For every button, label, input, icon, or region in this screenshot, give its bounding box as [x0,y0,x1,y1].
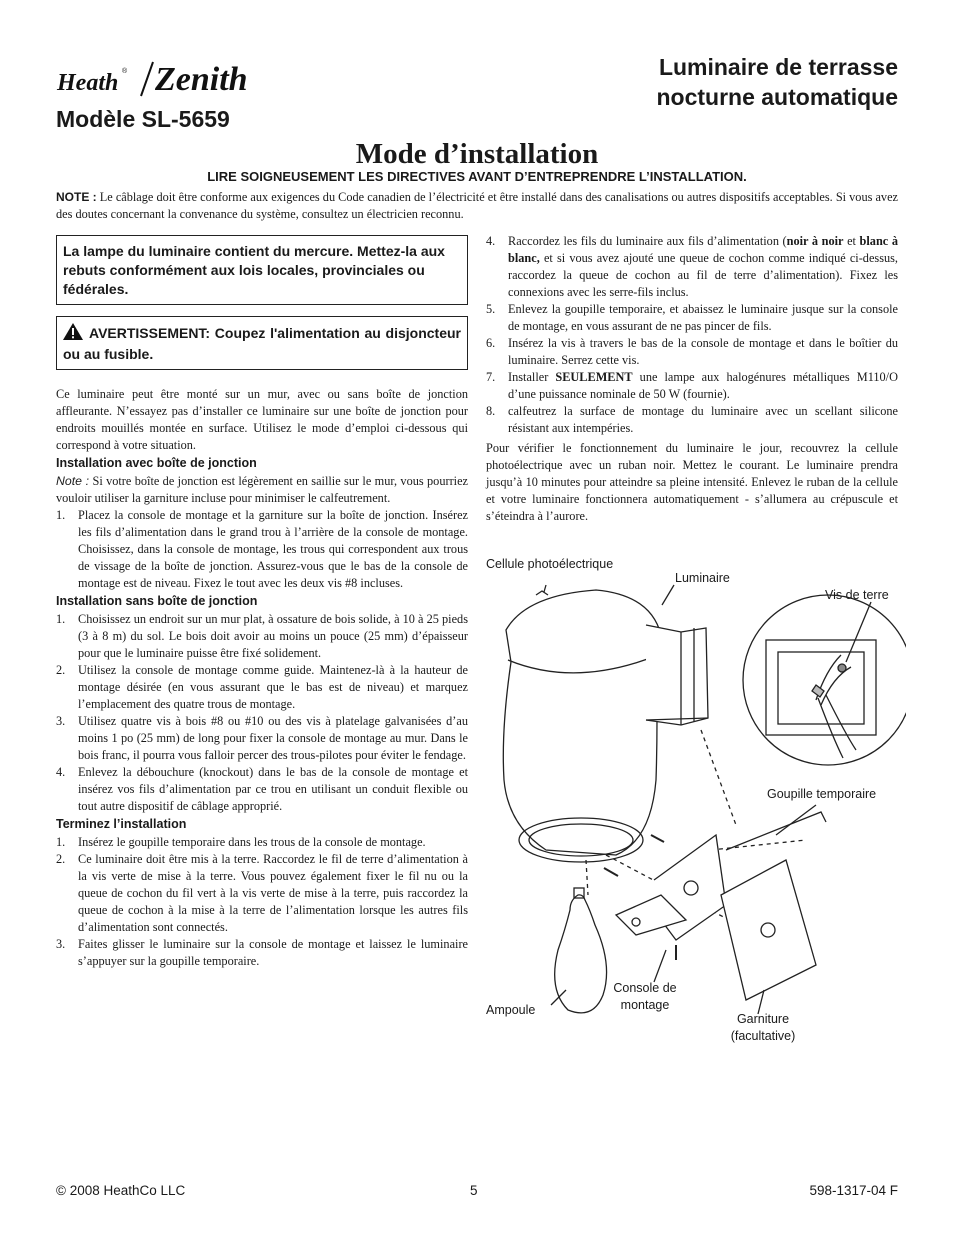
left-column [56,386,468,970]
step-number: 4. [56,765,66,779]
step-text: Insérez la vis à travers le bas de la console de montage et dans le boîtier du luminaire. Serrez cette vis. [508,336,898,367]
connection-steps [486,233,898,437]
brand-name-left: Heath [57,70,119,96]
step-number: 3. [56,714,66,728]
list-item [56,611,468,662]
step-text: une lampe aux halogénures métalliques M110/O d’une puissance nominale de 50 W (fournie). [508,370,898,401]
read-instructions-line: LIRE SOIGNEUSEMENT LES DIRECTIVES AVANT D’ENTREPRENDRE L’INSTALLATION. [207,169,747,184]
label-mounting-bracket-line2: montage [620,998,670,1012]
step-text: Raccordez les fils du luminaire aux fils d’alimentation ( [508,234,787,248]
warning-text: AVERTISSEMENT: Coupez l'alimentation au disjoncteur ou au fusible. [63,325,461,362]
step-text: Choisissez un endroit sur un mur plat, à ossature de bois solide, à 10 à 25 pieds (3 à 8 m) du sol. Le bois doit avoir au moins un pouce (25 mm) d’épaisseur pour que le luminaire puisse être fixé solidement. [78,612,468,660]
warning-notice [56,316,468,370]
section1-note [56,473,468,507]
product-title-line2: nocturne automatique [656,84,898,110]
label-bulb: Ampoule [486,1003,536,1017]
step-number: 1. [56,612,66,626]
installation-diagram [486,550,906,1050]
list-item [486,233,898,301]
label-trim-line1: Garniture [736,1012,790,1026]
warning-icon [63,323,83,345]
brand-logo [55,56,283,98]
step-number: 1. [56,835,66,849]
code-note-text: Le câblage doit être conforme aux exigences du Code canadien de l’électricité et être installé dans des canalisations ou autres dispositifs acceptables. Si vous avez des doutes concernant la convenance du système, consultez un électricien reconnu. [56,190,898,221]
mercury-notice: La lampe du luminaire contient du mercure. Mettez-la aux rebuts conformément aux lois locales, provinciales ou fédérales. [56,235,468,305]
label-trim [722,1011,804,1045]
step-number: 2. [56,663,66,677]
section3-steps [56,834,468,970]
step-bold: noir à noir [786,234,844,248]
fixture-body [503,660,657,855]
list-item [486,301,898,335]
step-text: et [843,234,860,248]
ground-screw-icon [838,664,846,672]
intro-paragraph: Ce luminaire peut être monté sur un mur, avec ou sans boîte de jonction affleurante. N’essayez pas d’installer ce luminaire sur une boîte de jonction pour endroits mouillés montée en surface. Utilisez le mode d’emploi ci-dessous qui correspond à votre situation. [56,387,468,452]
label-mounting-bracket-line1: Console de [613,981,677,995]
page-title: Mode d’installation [355,138,599,170]
step-number: 3. [56,937,66,951]
trim-plate [721,860,816,1000]
fixture-arm [646,625,708,725]
code-note [56,189,898,223]
step-text: Faites glisser le luminaire sur la console de montage et laissez le luminaire s’appuyer sur la goupille temporaire. [78,937,468,968]
step-text: Utilisez la console de montage comme guide. Maintenez-là à la hauteur de montage désirée (en vous assurant que le bas est de niveau) et marquez l’emplacement des quatre trous de montage. [78,663,468,711]
list-item [486,335,898,369]
brand-name-right: Zenith [155,61,248,98]
photocell-dome [536,591,548,595]
section1-note-label: Note : [56,474,90,488]
list-item [56,662,468,713]
step-text: Enlevez la goupille temporaire, et abaissez le luminaire jusque sur la console de montage, en vous assurant de ne pas pincer de fils. [508,302,898,333]
list-item [56,936,468,970]
step-text: Ce luminaire doit être mis à la terre. Raccordez le fil de terre d’alimentation à la vis verte de mise à la terre. Vous pouvez également fixer le fil nu ou la queue de cochon du fil vert à la vis verte de mise à la terre, puis raccordez la queue de cochon à la mise à la terre de l’alimentation lorsque les autres fils d’alimentation sont connectés. [78,852,468,934]
section1-note-text: Si votre boîte de jonction est légèrement en saillie sur le mur, vous pourriez vouloir utiliser la garniture incluse pour minimiser le calfeutrement. [56,474,468,505]
product-title-line1: Luminaire de terrasse [658,54,898,80]
section1-steps [56,507,468,592]
step-number: 6. [486,336,496,350]
step-bold: blanc à blanc, [508,234,898,265]
bulb [555,895,607,1013]
code-note-label: NOTE : [56,190,97,204]
footer-page-number: 5 [470,1183,478,1198]
label-ground-screw: Vis de terre [825,588,889,602]
step-bold: SEULEMENT [555,370,633,384]
step-text: Utilisez quatre vis à bois #8 ou #10 ou des vis à platelage galvanisées d’au moins 1 po (25 mm) de long pour fixer la console de montage au mur. Dans le bois franc, il pourra vous falloir percer des trous-pilotes pour éviter le fendage. [78,714,468,762]
model-number: Modèle SL-5659 [56,106,230,132]
list-item [56,764,468,815]
step-number: 2. [56,852,66,866]
step-text: calfeutrez la surface de montage du luminaire avec un scellant silicone résistant aux intempéries. [508,404,898,435]
list-item [56,851,468,936]
list-item [486,403,898,437]
step-text: Enlevez la débouchure (knockout) dans le bas de la console de montage et insérez vos fils d’alimentation par ce trou en utilisant un conduit flexible ou tout autre dispositif de câblage approprié. [78,765,468,813]
section-title-without-box: Installation sans boîte de jonction [56,594,258,608]
label-temporary-pin: Goupille temporaire [767,787,877,801]
step-text: Installer [508,370,556,384]
section-title-with-box: Installation avec boîte de jonction [56,456,257,470]
footer-copyright: © 2008 HeathCo LLC [56,1183,186,1198]
label-fixture: Luminaire [675,571,730,585]
label-mounting-bracket [605,980,685,1014]
list-item [486,369,898,403]
step-number: 5. [486,302,496,316]
list-item [56,834,468,851]
verify-paragraph: Pour vérifier le fonctionnement du luminaire le jour, recouvrez la cellule photoélectrique avec un ruban noir. Mettez le courant. Le luminaire prendra jusqu’à 10 minutes pour atteindre sa pleine intensité. Enlevez le ruban de la cellule et votre luminaire fonctionnera automatiquement - s’allumera au crépuscule et s’éteindra à l’aurore. [486,441,898,523]
step-number: 7. [486,370,496,384]
step-number: 4. [486,234,496,248]
list-item [56,713,468,764]
product-title [600,52,898,112]
registered-mark: ® [122,68,128,75]
label-photocell: Cellule photoélectrique [486,557,614,571]
footer-part-number: 598-1317-04 F [809,1183,898,1198]
section-title-finish: Terminez l’installation [56,817,187,831]
label-trim-line2: (facultative) [730,1029,796,1043]
step-number: 8. [486,404,496,418]
step-text: Placez la console de montage et la garniture sur la boîte de jonction. Insérez les fils d’alimentation dans le grand trou à l’arrière de la console de montage. Choisissez, dans la console de montage, les trous qui correspondent aux trous de vissage de la boîte de jonction. Assurez-vous que le bas de la console de montage est de niveau. Fixez le tout avec les deux vis #8 incluses. [78,508,468,590]
list-item [56,507,468,592]
right-column [486,233,898,525]
step-text: Insérez le goupille temporaire dans les trous de la console de montage. [78,835,426,849]
step-text: et si vous avez ajouté une queue de cochon comme indiqué ci-dessus, raccordez la queue de cochon au fil de terre d’alimentation). Fixez les connexions avec les serre-fils inclus. [508,251,898,299]
temporary-pin [726,812,826,850]
section2-steps [56,611,468,815]
step-number: 1. [56,508,66,522]
